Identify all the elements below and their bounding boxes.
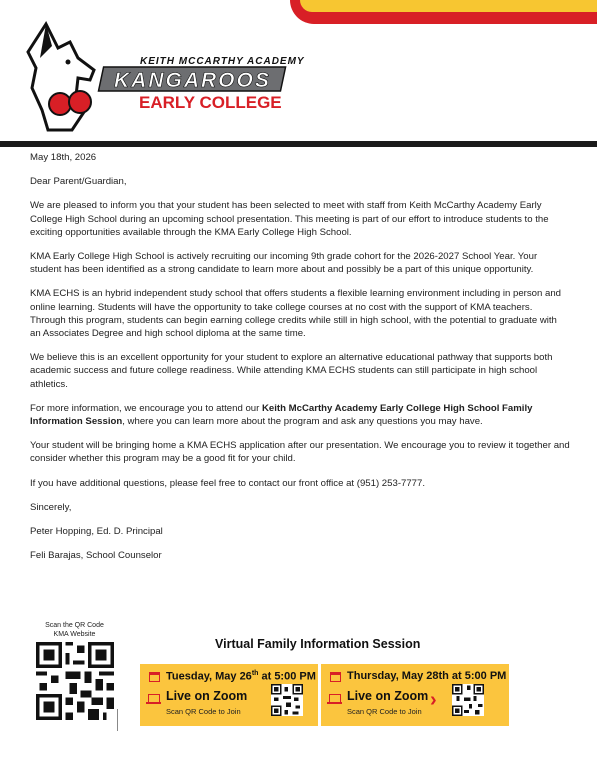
letter-paragraph-3: KMA ECHS is an hybrid independent study school that offers students a flexible learning environment including in person and online learning. Students will have the opportunity to take college courses at no cost with the support of KMA teachers. Through this program, students can begin earning college credits while still in high school, with the potential to graduate with an Associates Degree and high school diploma at the same time. xyxy=(30,288,561,340)
card-scan-label: Scan QR Code to Join xyxy=(166,707,241,716)
letter-greeting: Dear Parent/Guardian, xyxy=(30,176,127,188)
letter-date: May 18th, 2026 xyxy=(30,152,97,163)
card-scan-label: Scan QR Code to Join xyxy=(347,707,422,716)
qr-label-line-2: KMA Website xyxy=(53,631,96,638)
session-card-thursday[interactable] xyxy=(321,664,509,726)
website-qr-block xyxy=(32,621,117,720)
qr-label-line-1: Scan the QR Code xyxy=(45,622,104,629)
zoom-qr-code-icon[interactable] xyxy=(271,684,303,716)
school-logo xyxy=(18,18,308,136)
header-swoosh-yellow xyxy=(300,0,597,12)
logo-school-line: KEITH MCCARTHY ACADEMY xyxy=(140,56,305,67)
letter-closing: Sincerely, xyxy=(30,501,72,513)
letter-paragraph-6: Your student will be bringing home a KMA ECHS application after our presentation. We encourage you to review it together and consider whether this program may be a good fit for your child. xyxy=(30,440,570,465)
signature-principal: Peter Hopping, Ed. D. Principal xyxy=(30,526,163,538)
kangaroo-mascot-icon xyxy=(28,24,94,130)
laptop-icon xyxy=(148,694,160,703)
chevron-right-icon: › xyxy=(430,689,437,711)
session-title: Virtual Family Information Session xyxy=(215,637,421,651)
calendar-icon xyxy=(330,672,341,682)
letter-paragraph-1: We are pleased to inform you that your student has been selected to meet with staff from Keith McCarthy Academy Early College High School during an upcoming school presentation. This meeting is part of our effort to introduce students to the exciting opportunities available through the KMA Early College High School. xyxy=(30,200,549,238)
session-card-tuesday[interactable] xyxy=(140,664,318,726)
website-qr-code-icon[interactable] xyxy=(36,642,114,720)
logo-mascot-word: KANGAROOS xyxy=(114,69,271,92)
card-date: Thursday, May 28th at 5:00 PM xyxy=(347,670,507,682)
header-divider xyxy=(0,141,597,147)
calendar-icon xyxy=(149,672,160,682)
card-date: Tuesday, May 26th at 5:00 PM xyxy=(166,670,316,683)
logo-program: EARLY COLLEGE xyxy=(139,93,282,112)
vertical-rule xyxy=(117,709,118,731)
letter-paragraph-5: For more information, we encourage you to attend our Keith McCarthy Academy Early College High School Family Information Session, where you can learn more about the program and ask any questions you may have. xyxy=(30,402,533,428)
session-name: Keith McCarthy Academy Early College High School Family Information Session xyxy=(30,402,533,428)
letter-body xyxy=(30,151,570,573)
card-zoom-label: Live on Zoom xyxy=(166,689,248,703)
signature-counselor: Feli Barajas, School Counselor xyxy=(30,550,162,562)
letter-paragraph-2: KMA Early College High School is actively recruiting our incoming 9th grade cohort for the 2026-2027 School Year. Your student has been identified as a strong candidate to learn more about and possibly be a part of this unique opportunity. xyxy=(30,251,538,276)
letter-paragraph-4: We believe this is an excellent opportunity for your student to explore an alternative educational pathway that supports both academic success and future college readiness. While attending KMA ECHS students can still participate in high school athletics. xyxy=(30,352,553,390)
laptop-icon xyxy=(329,694,341,703)
card-zoom-label: Live on Zoom xyxy=(347,689,429,703)
zoom-qr-code-icon[interactable] xyxy=(452,684,484,716)
letter-paragraph-7: If you have additional questions, please feel free to contact our front office at (951) 253-7777. xyxy=(30,477,426,489)
